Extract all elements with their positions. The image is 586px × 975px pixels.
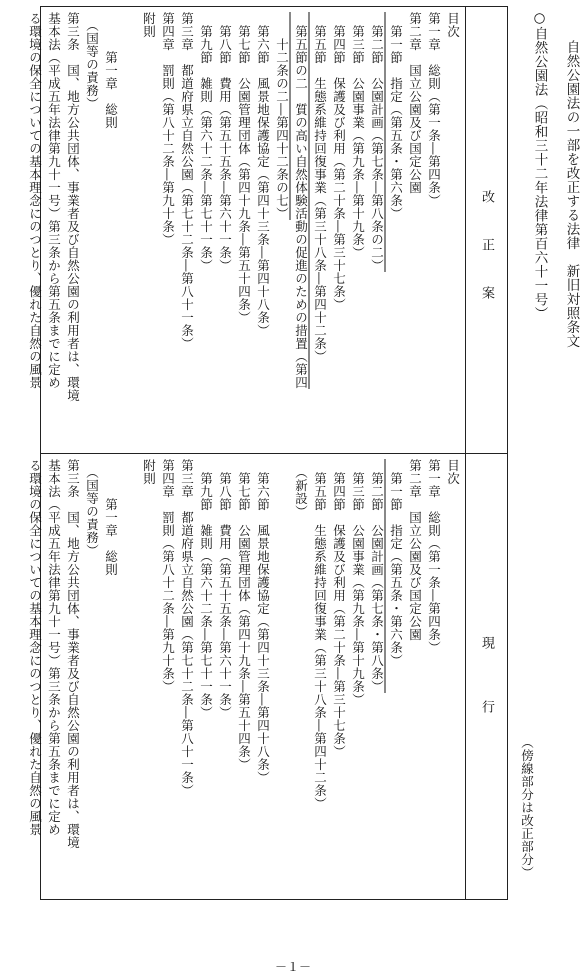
- current-line-sec2: 第二節 公園計画（第七条・第八条）: [369, 459, 385, 693]
- amended-header: 改 正 案: [479, 190, 494, 302]
- amended-line-appendix: 附則: [141, 12, 157, 38]
- amended-line-article-caption: （国等の責務）: [84, 12, 100, 110]
- current-line-sec5: 第五節 生態系維持回復事業（第三十八条―第四十二条）: [312, 459, 328, 810]
- amended-line-sec5-2: 第五節の二 質の高い自然体験活動の促進のための措置（第四: [293, 12, 309, 389]
- current-line-ch4: 第四章 罰則（第八十二条―第九十条）: [160, 459, 176, 693]
- current-line-ch2: 第二章 国立公園及び国定公園: [407, 459, 423, 641]
- amended-line-ch2: 第二章 国立公園及び国定公園: [407, 12, 423, 194]
- underline-note: （傍線部分は改正部分）: [519, 736, 535, 879]
- amended-line-sec7: 第七節 公園管理団体（第四十九条―第五十四条）: [236, 12, 252, 324]
- amended-line-art3-3: る環境の保全についての基本理念にのつとり、優れた自然の風景: [27, 12, 43, 389]
- amended-line-ch4: 第四章 罰則（第八十二条―第九十条）: [160, 12, 176, 246]
- amended-line-sec3: 第三節 公園事業（第九条―第十九条）: [350, 12, 366, 259]
- amended-line-ch1: 第一章 総則（第一条―第四条）: [426, 12, 442, 207]
- amended-line-art3-2: 基本法（平成五年法律第九十一号）第三条から第五条までに定め: [46, 12, 62, 389]
- current-line-sec3: 第三節 公園事業（第九条―第十九条）: [350, 459, 366, 706]
- current-line-appendix: 附則: [141, 459, 157, 485]
- current-line-chapter-heading: 第一章 総則: [103, 459, 119, 576]
- amended-line-sec5-2-cont: 十二条の二―第四十二条の七）: [274, 12, 290, 220]
- current-line-sec7: 第七節 公園管理団体（第四十九条―第五十四条）: [236, 459, 252, 771]
- current-line-new: （新設）: [293, 459, 309, 518]
- current-line-art3-1: 第三条 国、地方公共団体、事業者及び自然公園の利用者は、環境: [65, 459, 81, 849]
- amended-line-sec8: 第八節 費用（第五十五条―第六十一条）: [217, 12, 233, 272]
- amended-line-sec4: 第四節 保護及び利用（第二十条―第三十七条）: [331, 12, 347, 311]
- amended-line-sec1: 第一節 指定（第五条・第六条）: [388, 12, 404, 220]
- amended-line-toc: 目次: [445, 12, 461, 38]
- current-line-ch3: 第三章 都道府県立自然公園（第七十二条―第八十一条）: [179, 459, 195, 797]
- current-line-sec1: 第一節 指定（第五条・第六条）: [388, 459, 404, 667]
- current-line-article-caption: （国等の責務）: [84, 459, 100, 557]
- amended-line-art3-1: 第三条 国、地方公共団体、事業者及び自然公園の利用者は、環境: [65, 12, 81, 402]
- current-line-sec6: 第六節 風景地保護協定（第四十三条―第四十八条）: [255, 459, 271, 784]
- header-column-divider: [465, 6, 466, 900]
- current-header: 現 行: [479, 636, 494, 716]
- amended-line-sec6: 第六節 風景地保護協定（第四十三条―第四十八条）: [255, 12, 271, 337]
- amended-line-sec9: 第九節 雑則（第六十二条―第七十一条）: [198, 12, 214, 272]
- document-title: 自然公園法の一部を改正する法律 新旧対照条文: [563, 40, 580, 348]
- page-number: －１－: [274, 960, 311, 974]
- current-line-art3-3: る環境の保全についての基本理念にのつとり、優れた自然の風景: [27, 459, 43, 836]
- law-title: ○自然公園法（昭和三十二年法律第百六十一号）: [531, 10, 548, 321]
- amended-line-ch3: 第三章 都道府県立自然公園（第七十二条―第八十一条）: [179, 12, 195, 350]
- current-line-sec9: 第九節 雑則（第六十二条―第七十一条）: [198, 459, 214, 719]
- current-line-art3-2: 基本法（平成五年法律第九十一号）第三条から第五条までに定め: [46, 459, 62, 836]
- amended-line-chapter-heading: 第一章 総則: [103, 12, 119, 129]
- table-row-divider: [40, 453, 508, 454]
- current-line-toc: 目次: [445, 459, 461, 485]
- current-line-sec4: 第四節 保護及び利用（第二十条―第三十七条）: [331, 459, 347, 758]
- amended-line-sec5: 第五節 生態系維持回復事業（第三十八条―第四十二条）: [312, 12, 328, 363]
- current-line-sec8: 第八節 費用（第五十五条―第六十一条）: [217, 459, 233, 719]
- current-line-ch1: 第一章 総則（第一条―第四条）: [426, 459, 442, 654]
- amended-line-sec2: 第二節 公園計画（第七条―第八条の二）: [369, 12, 385, 272]
